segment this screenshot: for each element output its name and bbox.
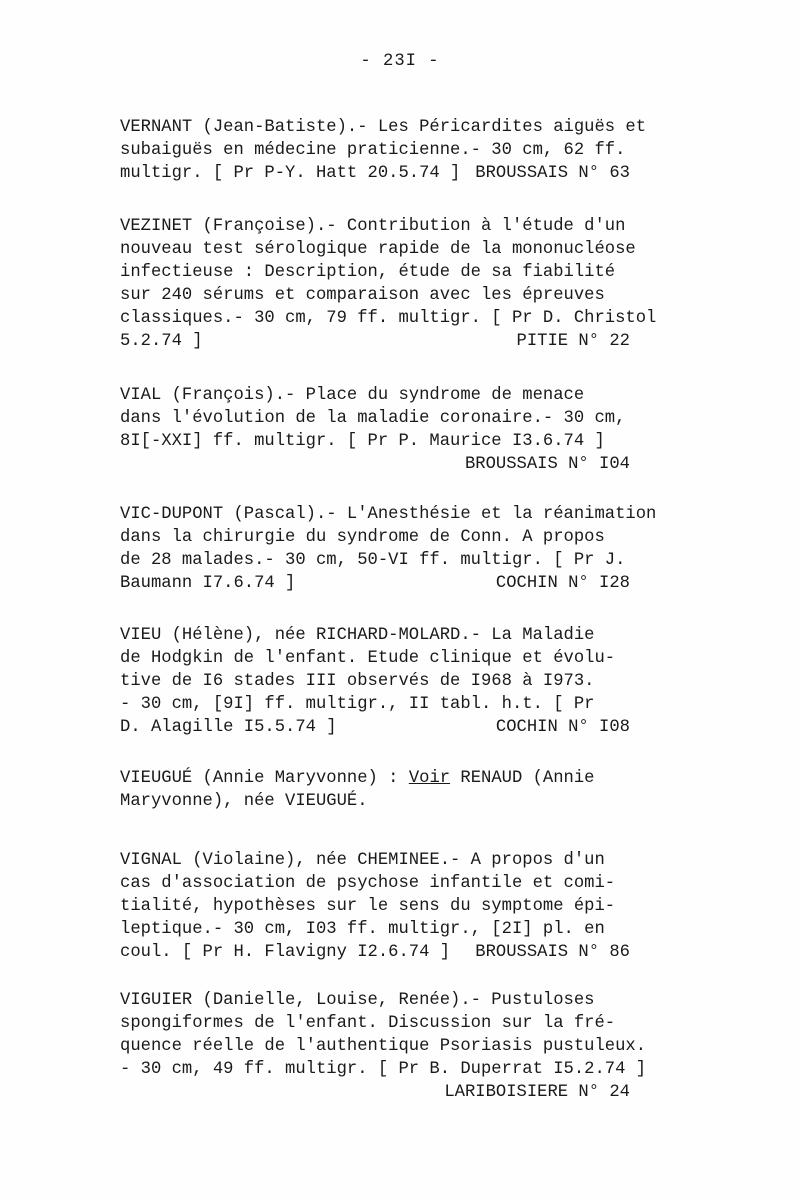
entry-line: VIGNAL (Violaine), née CHEMINEE.- A propos d'un: [120, 851, 605, 870]
thesis-entry-vernant: [120, 116, 647, 185]
thesis-entry-vic-dupont: [120, 503, 657, 595]
entry-line: de Hodgkin de l'enfant. Etude clinique et évolu-: [120, 649, 616, 668]
entry-line: dans l'évolution de la maladie coronaire.- 30 cm,: [120, 409, 626, 428]
entry-line: spongiformes de l'enfant. Discussion sur la fré-: [120, 1014, 616, 1033]
entry-last-line: [120, 572, 630, 595]
entry-hospital: LARIBOISIERE N° 24: [444, 1083, 630, 1102]
entry-last-line: [120, 162, 630, 185]
entry-line: dans la chirurgie du syndrome de Conn. A propos: [120, 528, 605, 547]
entry-reference: Baumann I7.6.74 ]: [120, 574, 296, 593]
entry-line: de 28 malades.- 30 cm, 50-VI ff. multigr. [ Pr J.: [120, 551, 626, 570]
entry-reference: 5.2.74 ]: [120, 332, 203, 351]
see-reference-link: Voir: [408, 769, 451, 788]
thesis-entry-vieugue: [120, 767, 630, 813]
entry-line: VIC-DUPONT (Pascal).- L'Anesthésie et la réanimation: [120, 505, 657, 524]
entry-line: quence réelle de l'authentique Psoriasis pustuleux.: [120, 1037, 647, 1056]
entry-line: VIEU (Hélène), née RICHARD-MOLARD.- La Maladie: [120, 626, 595, 645]
entry-last-line: [120, 330, 630, 353]
entry-line: VIGUIER (Danielle, Louise, Renée).- Pustuloses: [120, 991, 595, 1010]
thesis-entry-vezinet: [120, 215, 657, 353]
entry-line: - 30 cm, 49 ff. multigr. [ Pr B. Duperrat I5.2.74 ]: [120, 1060, 647, 1079]
entry-line: tive de I6 stades III observés de I968 à I973.: [120, 672, 595, 691]
entry-reference: multigr. [ Pr P-Y. Hatt 20.5.74 ]: [120, 164, 461, 183]
entry-hospital: PITIE N° 22: [516, 332, 630, 351]
entry-reference: D. Alagille I5.5.74 ]: [120, 718, 337, 737]
entry-line: infectieuse : Description, étude de sa fiabilité: [120, 263, 616, 282]
entry-last-line: [120, 941, 630, 964]
thesis-entry-vial: [120, 384, 630, 476]
thesis-entry-vignal: [120, 849, 630, 964]
entry-line: nouveau test sérologique rapide de la mononucléose: [120, 240, 636, 259]
entry-line: - 30 cm, [9I] ff. multigr., II tabl. h.t. [ Pr: [120, 695, 595, 714]
entry-line: Maryvonne), née VIEUGUÉ.: [120, 792, 368, 811]
entry-line: tialité, hypothèses sur le sens du symptome épi-: [120, 897, 616, 916]
entry-hospital: COCHIN N° I28: [495, 574, 630, 593]
see-reference-target: RENAUD (Annie: [450, 769, 595, 788]
entry-line: 8I[-XXI] ff. multigr. [ Pr P. Maurice I3.6.74 ]: [120, 432, 605, 451]
entry-hospital: BROUSSAIS N° 63: [475, 164, 630, 183]
entry-hospital: BROUSSAIS N° 86: [475, 943, 630, 962]
entry-line: subaiguës en médecine praticienne.- 30 cm, 62 ff.: [120, 141, 626, 160]
entry-hospital: COCHIN N° I08: [495, 718, 630, 737]
entry-line: VIAL (François).- Place du syndrome de menace: [120, 386, 585, 405]
entry-line: cas d'association de psychose infantile et comi-: [120, 874, 616, 893]
entry-line: leptique.- 30 cm, I03 ff. multigr., [2I] pl. en: [120, 920, 605, 939]
thesis-entry-viguier: [120, 989, 647, 1104]
entry-hospital: BROUSSAIS N° I04: [464, 455, 630, 474]
entry-line: VEZINET (Françoise).- Contribution à l'étude d'un: [120, 217, 626, 236]
entry-line: classiques.- 30 cm, 79 ff. multigr. [ Pr D. Christol: [120, 309, 657, 328]
entry-reference: coul. [ Pr H. Flavigny I2.6.74 ]: [120, 943, 451, 962]
see-reference-prefix: VIEUGUÉ (Annie Maryvonne) :: [120, 769, 409, 788]
thesis-entry-vieu: [120, 624, 630, 739]
entry-line: [120, 767, 630, 790]
entry-last-line: [120, 716, 630, 739]
page-number: - 23I -: [360, 52, 440, 71]
entry-line: sur 240 sérums et comparaison avec les épreuves: [120, 286, 605, 305]
entry-line: VERNANT (Jean-Batiste).- Les Péricardites aiguës et: [120, 118, 647, 137]
